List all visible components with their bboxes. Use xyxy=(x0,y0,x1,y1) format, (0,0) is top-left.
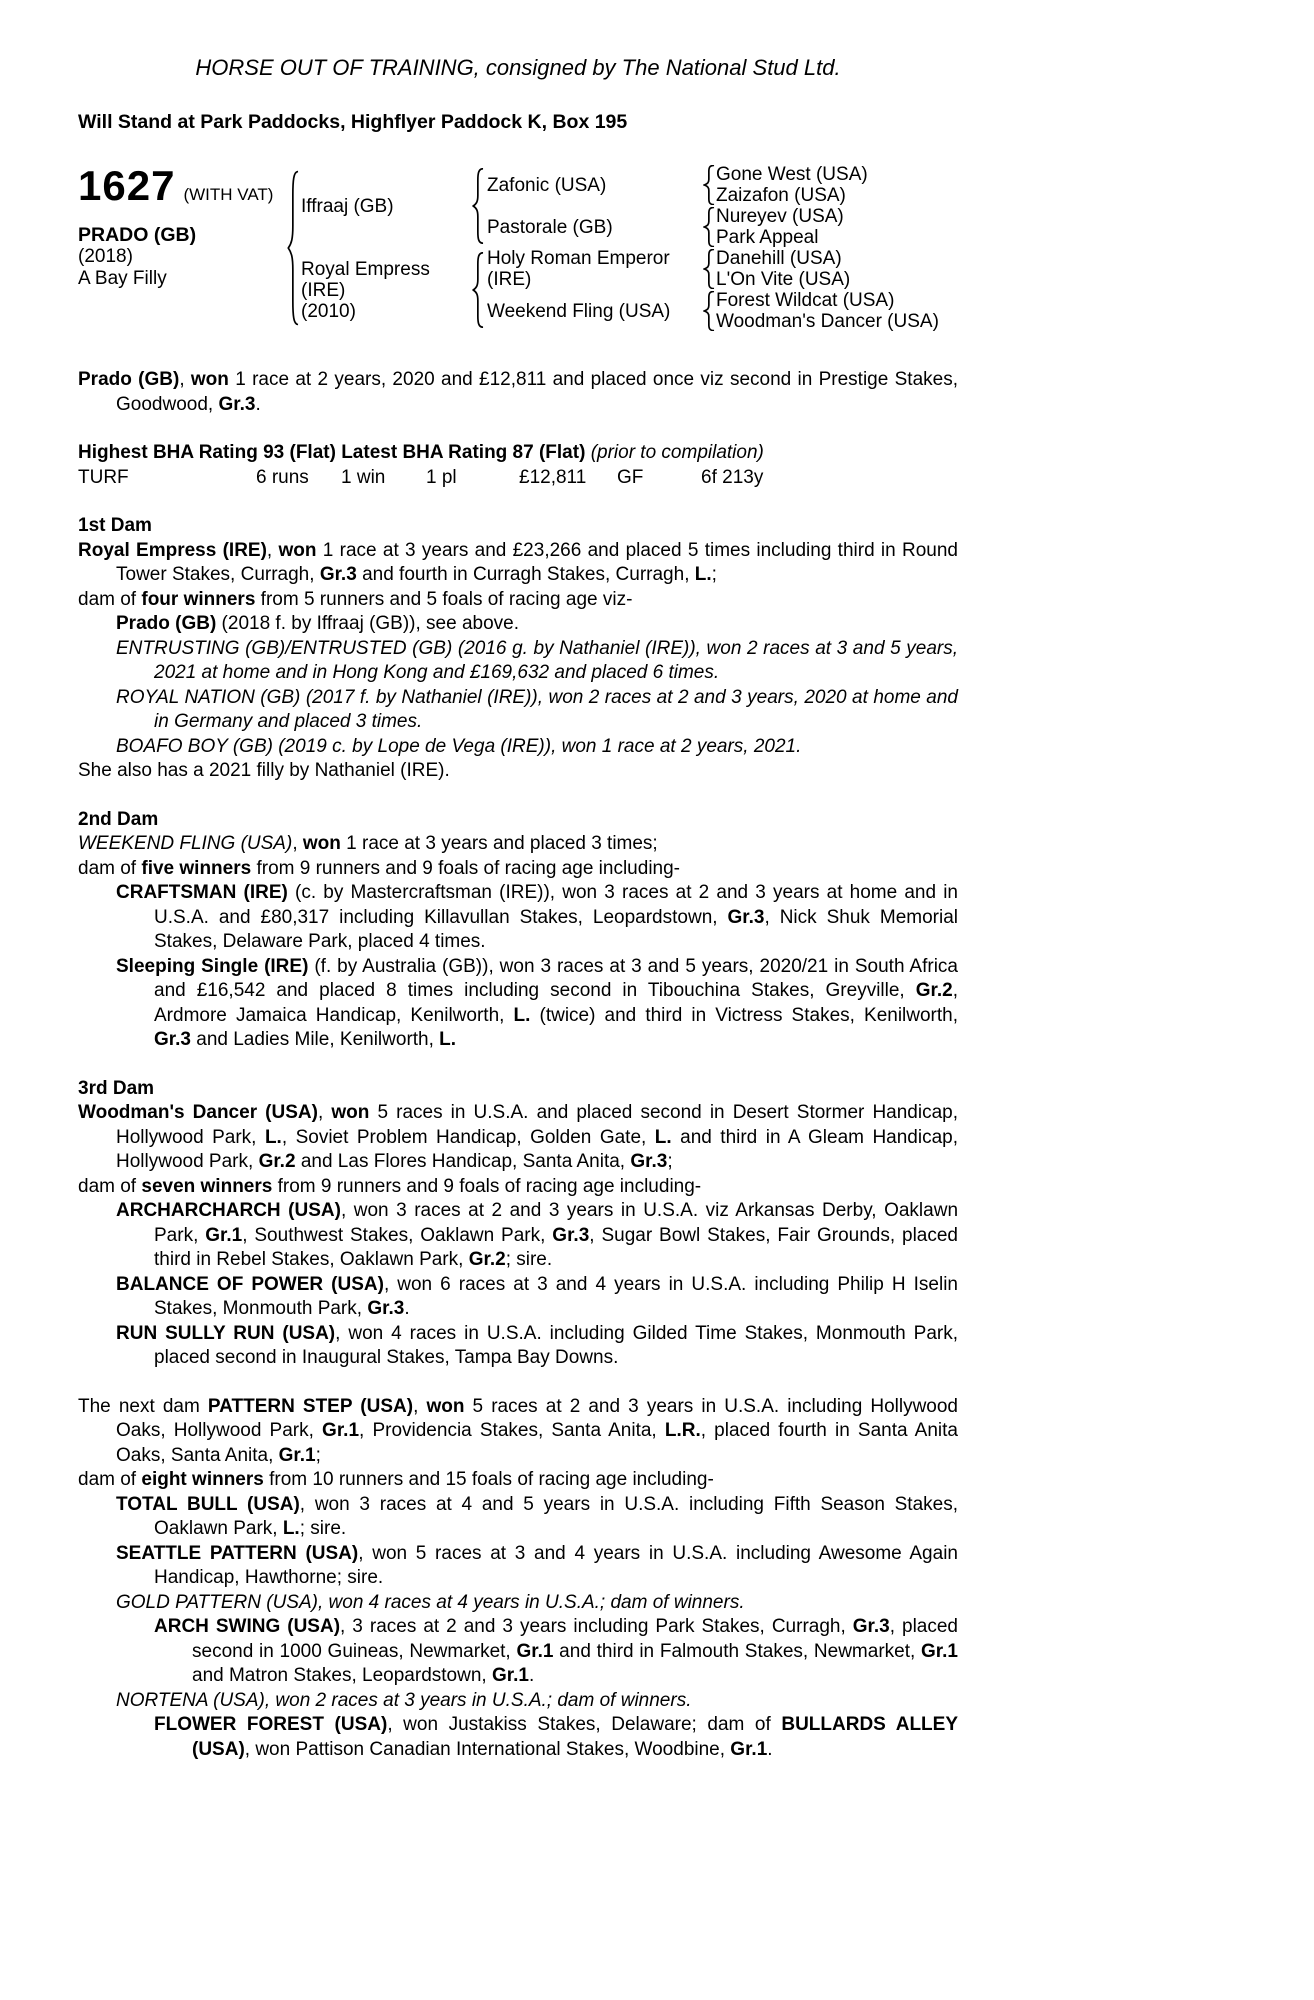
produce-entry xyxy=(116,686,958,735)
dam-dam-name: Weekend Fling (USA) xyxy=(487,300,671,322)
text-run: , Ardmore Jamaica Handicap, Kenilworth, xyxy=(154,980,958,1026)
produce-entry xyxy=(116,881,958,955)
horse-name: PRADO (GB) xyxy=(78,224,197,246)
text-run: ; xyxy=(667,1151,673,1172)
text-run: Prado (GB) xyxy=(116,613,217,634)
lot-number: 1627 xyxy=(78,162,176,209)
text-run: Gr.2 xyxy=(468,1249,506,1270)
text-run: Gr.3 xyxy=(367,1298,405,1319)
foal-year: (2018) xyxy=(78,246,133,267)
text-run: . xyxy=(255,393,261,415)
text-run: . xyxy=(767,1738,773,1760)
stand-location-line: Will Stand at Park Paddocks, Highflyer Paddock K, Box 195 xyxy=(78,111,628,133)
next-dam-record xyxy=(78,1395,958,1469)
stat-cell: 6 runs xyxy=(256,466,309,488)
text-run: Gr.2 xyxy=(915,980,953,1001)
pedigree-brace-sire-dam xyxy=(702,206,716,248)
text-run: Sleeping Single (IRE) xyxy=(116,955,309,977)
text-run: , placed second in 1000 Guineas, Newmarket, xyxy=(192,1616,958,1662)
text-run: . xyxy=(528,1665,535,1686)
text-run: won xyxy=(190,369,229,390)
text-run: . xyxy=(404,1298,410,1319)
sire-sire-name: Zafonic (USA) xyxy=(487,174,607,196)
great-grandsire: Forest Wildcat (USA) xyxy=(716,290,895,311)
text-run: CRAFTSMAN (IRE) xyxy=(116,882,288,903)
catalogue-text xyxy=(78,368,958,1762)
text-run: PATTERN STEP (USA) xyxy=(207,1395,414,1417)
text-run: , xyxy=(413,1395,427,1417)
produce-entry xyxy=(116,1273,958,1322)
stat-cell: 1 pl xyxy=(426,466,457,488)
text-run: , xyxy=(292,833,303,854)
text-run: Gr.1 xyxy=(491,1665,529,1686)
sire-dam-name: Pastorale (GB) xyxy=(487,216,613,238)
text-run: NORTENA (USA), won 2 races at 3 years in U.S.A.; dam of winners. xyxy=(116,1689,692,1711)
text-run: Royal Empress (IRE) xyxy=(78,539,267,561)
pedigree-brace-sire-sire xyxy=(702,164,716,206)
text-run: ; xyxy=(711,564,717,585)
text-run: ROYAL NATION (GB) (2017 f. by Nathaniel (IRE)), won 2 races at 2 and 3 years, 2020 at home and in Germany and placed 3 times. xyxy=(116,686,958,732)
heading-second-dam xyxy=(78,808,958,833)
text-run: Woodman's Dancer (USA) xyxy=(78,1102,318,1123)
produce-entry xyxy=(116,1689,958,1714)
text-run: (2018 f. by Iffraaj (GB)), see above. xyxy=(216,613,520,634)
text-run: , won 5 races at 3 and 4 years in U.S.A. including Awesome Again Handicap, Hawthorne; sire. xyxy=(154,1542,958,1588)
text-run: and third in Falmouth Stakes, Newmarket, xyxy=(553,1640,922,1662)
text-run: , xyxy=(317,1102,332,1123)
text-run: ; sire. xyxy=(505,1249,553,1270)
vat-note: (WITH VAT) xyxy=(183,185,274,204)
pedigree-table xyxy=(78,164,958,332)
text-run: and Ladies Mile, Kenilworth, xyxy=(190,1029,440,1050)
text-run: , won Justakiss Stakes, Delaware; dam of xyxy=(387,1714,782,1735)
text-run: RUN SULLY RUN (USA) xyxy=(116,1322,336,1344)
first-dam-produce-intro xyxy=(78,588,958,613)
text-run: 1 race at 2 years, 2020 and £12,811 and placed once viz second in Prestige Stakes, Goodwood, xyxy=(116,369,958,415)
text-run: won xyxy=(302,833,341,854)
text-run: Prado (GB) xyxy=(78,369,180,390)
text-run: L. xyxy=(282,1518,300,1539)
stat-cell: 1 win xyxy=(341,466,386,488)
great-grandsire: Gone West (USA) xyxy=(716,164,868,185)
text-run: WEEKEND FLING (USA) xyxy=(78,833,293,854)
text-run: , won 3 races at 2 and 3 years in U.S.A. viz Arkansas Derby, Oaklawn Park, xyxy=(154,1200,959,1246)
text-run: from 9 runners and 9 foals of racing age including- xyxy=(251,857,681,879)
text-run: , Providencia Stakes, Santa Anita, xyxy=(359,1420,665,1441)
text-run: Gr.3 xyxy=(154,1029,191,1050)
text-run: Gr.3 xyxy=(852,1616,890,1637)
text-run: (twice) and third in Victress Stakes, Kenilworth, xyxy=(530,1004,959,1026)
second-dam-produce-intro xyxy=(78,857,958,882)
text-run: TOTAL BULL (USA) xyxy=(116,1493,300,1515)
text-run: 2nd Dam xyxy=(78,808,159,830)
text-run: from 10 runners and 15 foals of racing age including- xyxy=(263,1469,714,1490)
text-run: Gr.3 xyxy=(630,1151,668,1172)
text-run: Highest BHA Rating 93 (Flat) Latest BHA Rating 87 (Flat) xyxy=(78,442,586,463)
produce-entry xyxy=(116,955,958,1053)
text-run: won xyxy=(426,1395,465,1417)
text-run: FLOWER FOREST (USA) xyxy=(154,1714,388,1735)
text-run: L.R. xyxy=(664,1420,701,1441)
text-run: (prior to compilation) xyxy=(590,442,764,463)
text-run: , xyxy=(266,539,279,561)
stat-cell: 6f 213y xyxy=(701,466,764,488)
text-run: eight winners xyxy=(141,1469,264,1490)
text-run: Gr.1 xyxy=(205,1224,243,1246)
text-run: , Soviet Problem Handicap, Golden Gate, xyxy=(281,1126,655,1148)
produce-entry xyxy=(116,612,958,637)
text-run: , Sugar Bowl Stakes, Fair Grounds, placed third in Rebel Stakes, Oaklawn Park, xyxy=(154,1224,958,1270)
great-granddam: Zaizafon (USA) xyxy=(716,185,846,206)
text-run: 1 race at 3 years and placed 3 times; xyxy=(340,833,658,854)
produce-entry xyxy=(154,1615,958,1689)
text-run: , 3 races at 2 and 3 years including Park Stakes, Curragh, xyxy=(340,1616,853,1637)
text-run: ARCH SWING (USA) xyxy=(154,1616,341,1637)
text-run: from 9 runners and 9 foals of racing age including- xyxy=(272,1175,702,1197)
colour-sex-description: A Bay Filly xyxy=(78,268,167,289)
text-run: ARCHARCHARCH (USA) xyxy=(116,1200,341,1221)
text-run: and fourth in Curragh Stakes, Curragh, xyxy=(356,564,695,585)
text-run: ENTRUSTING (GB)/ENTRUSTED (GB) (2016 g. by Nathaniel (IRE)), won 2 races at 3 and 5 years, 2021 at home and in Hong Kong and £169,632 and placed 6 times. xyxy=(116,637,958,683)
third-dam-produce-intro xyxy=(78,1175,958,1200)
text-run: 5 races in U.S.A. and placed second in Desert Stormer Handicap, Hollywood Park, xyxy=(116,1102,958,1148)
text-run: and Matron Stakes, Leopardstown, xyxy=(192,1665,492,1686)
produce-entry xyxy=(116,637,958,686)
lot-line xyxy=(78,164,285,208)
text-run: She also has a 2021 filly by Nathaniel (IRE). xyxy=(78,760,450,781)
text-run: , won 6 races at 3 and 4 years in U.S.A. including Philip H Iselin Stakes, Monmouth Park, xyxy=(154,1273,958,1319)
produce-entry xyxy=(154,1713,958,1762)
text-run: The next dam xyxy=(78,1395,208,1417)
turf-stats-row xyxy=(78,466,958,491)
sire-name: Iffraaj (GB) xyxy=(301,195,394,217)
text-run: four winners xyxy=(141,588,256,610)
heading-third-dam xyxy=(78,1077,958,1102)
text-run: Gr.1 xyxy=(322,1420,360,1441)
pedigree-brace-sire xyxy=(469,164,487,248)
text-run: , placed fourth in Santa Anita Oaks, Santa Anita, xyxy=(116,1420,958,1466)
pedigree-brace-dam-dam xyxy=(702,290,716,332)
text-run: 1 race at 3 years and £23,266 and placed 5 times including third in Round Tower Stakes, Curragh, xyxy=(116,539,958,585)
text-run: 1st Dam xyxy=(78,515,152,536)
note xyxy=(78,759,958,784)
text-run: Gr.3 xyxy=(552,1224,590,1246)
great-grandsire: Nureyev (USA) xyxy=(716,206,844,227)
text-run: 5 races at 2 and 3 years in U.S.A. including Hollywood Oaks, Hollywood Park, xyxy=(116,1395,959,1441)
text-run: (c. by Mastercraftsman (IRE)), won 3 races at 2 and 3 years at home and in U.S.A. and £80,317 including Killavullan Stakes, Leopardstown, xyxy=(154,882,958,928)
text-run: L. xyxy=(513,1004,531,1026)
text-run: won xyxy=(331,1102,370,1123)
text-run: from 5 runners and 5 foals of racing age viz- xyxy=(255,588,633,610)
text-run: (f. by Australia (GB)), won 3 races at 3 and 5 years, 2020/21 in South Africa and £16,542 and placed 8 times including second in Tibouchina Stakes, Greyville, xyxy=(154,955,958,1001)
text-run: Gr.2 xyxy=(258,1151,296,1172)
text-run: L. xyxy=(694,564,712,585)
pedigree-brace-dam xyxy=(469,248,487,332)
great-granddam: Park Appeal xyxy=(716,227,819,248)
stat-cell: TURF xyxy=(78,466,129,488)
produce-entry xyxy=(116,1591,958,1616)
text-run: Gr.3 xyxy=(727,906,765,928)
text-run: ; xyxy=(315,1444,321,1466)
lot-subject xyxy=(78,164,285,332)
text-run: BULLARDS ALLEY (USA) xyxy=(192,1714,959,1760)
text-run: , won 4 races in U.S.A. including Gilded Time Stakes, Monmouth Park, placed second in Inaugural Stakes, Tampa Bay Downs. xyxy=(154,1322,958,1368)
pedigree-brace-main xyxy=(285,164,301,332)
produce-entry xyxy=(116,1493,958,1542)
text-run: five winners xyxy=(141,857,252,879)
produce-entry xyxy=(116,1199,958,1273)
text-run: Gr.1 xyxy=(921,1640,958,1662)
text-run: , won 3 races at 4 and 5 years in U.S.A. including Fifth Season Stakes, Oaklawn Park, xyxy=(154,1493,958,1539)
heading-first-dam xyxy=(78,514,958,539)
text-run: , Southwest Stakes, Oaklawn Park, xyxy=(242,1224,553,1246)
third-dam-record xyxy=(78,1101,958,1175)
text-run: dam of xyxy=(78,1469,142,1490)
text-run: and Las Flores Handicap, Santa Anita, xyxy=(295,1151,631,1172)
dam-sire-name: Holy Roman Emperor (IRE) xyxy=(487,248,670,290)
text-run: Gr.1 xyxy=(516,1640,554,1662)
text-run: won xyxy=(278,539,317,561)
great-granddam: Woodman's Dancer (USA) xyxy=(716,311,939,332)
first-dam-record xyxy=(78,539,958,588)
second-dam-record xyxy=(78,832,958,857)
text-run: ; sire. xyxy=(299,1518,347,1539)
stat-cell: GF xyxy=(617,466,644,488)
text-run: GOLD PATTERN (USA), won 4 races at 4 years in U.S.A.; dam of winners. xyxy=(116,1591,745,1613)
text-run: BALANCE OF POWER (USA) xyxy=(116,1273,384,1295)
text-run: , xyxy=(179,369,191,390)
text-run: BOAFO BOY (GB) (2019 c. by Lope de Vega (IRE)), won 1 race at 2 years, 2021. xyxy=(116,735,802,757)
text-run: L. xyxy=(654,1126,672,1148)
produce-entry xyxy=(116,735,958,760)
text-run: and third in A Gleam Handicap, Hollywood Park, xyxy=(116,1126,958,1172)
text-run: L. xyxy=(439,1029,457,1050)
text-run: Gr.1 xyxy=(730,1738,768,1760)
text-run: , Nick Shuk Memorial Stakes, Delaware Park, placed 4 times. xyxy=(154,906,958,952)
page-title: HORSE OUT OF TRAINING, consigned by The National Stud Ltd. xyxy=(195,55,841,80)
text-run: dam of xyxy=(78,857,142,879)
produce-entry xyxy=(116,1322,958,1371)
great-granddam: L'On Vite (USA) xyxy=(716,269,851,290)
catalogue-page xyxy=(78,0,958,1762)
race-record xyxy=(78,368,958,417)
stat-cell: £12,811 xyxy=(519,466,587,488)
text-run: , won Pattison Canadian International Stakes, Woodbine, xyxy=(244,1738,731,1760)
text-run: Gr.3 xyxy=(319,564,357,585)
pedigree-brace-dam-sire xyxy=(702,248,716,290)
text-run: SEATTLE PATTERN (USA) xyxy=(116,1542,359,1564)
bha-rating xyxy=(78,441,958,466)
text-run: Gr.1 xyxy=(278,1444,316,1466)
text-run: seven winners xyxy=(141,1175,273,1197)
text-run: dam of xyxy=(78,588,142,610)
great-grandsire: Danehill (USA) xyxy=(716,248,842,269)
next-dam-produce-intro xyxy=(78,1468,958,1493)
dam-name: Royal Empress (IRE) (2010) xyxy=(301,258,430,322)
produce-entry xyxy=(116,1542,958,1591)
text-run: L. xyxy=(264,1126,282,1148)
text-run: dam of xyxy=(78,1175,142,1197)
text-run: 3rd Dam xyxy=(78,1077,155,1099)
text-run: Gr.3 xyxy=(218,393,256,415)
